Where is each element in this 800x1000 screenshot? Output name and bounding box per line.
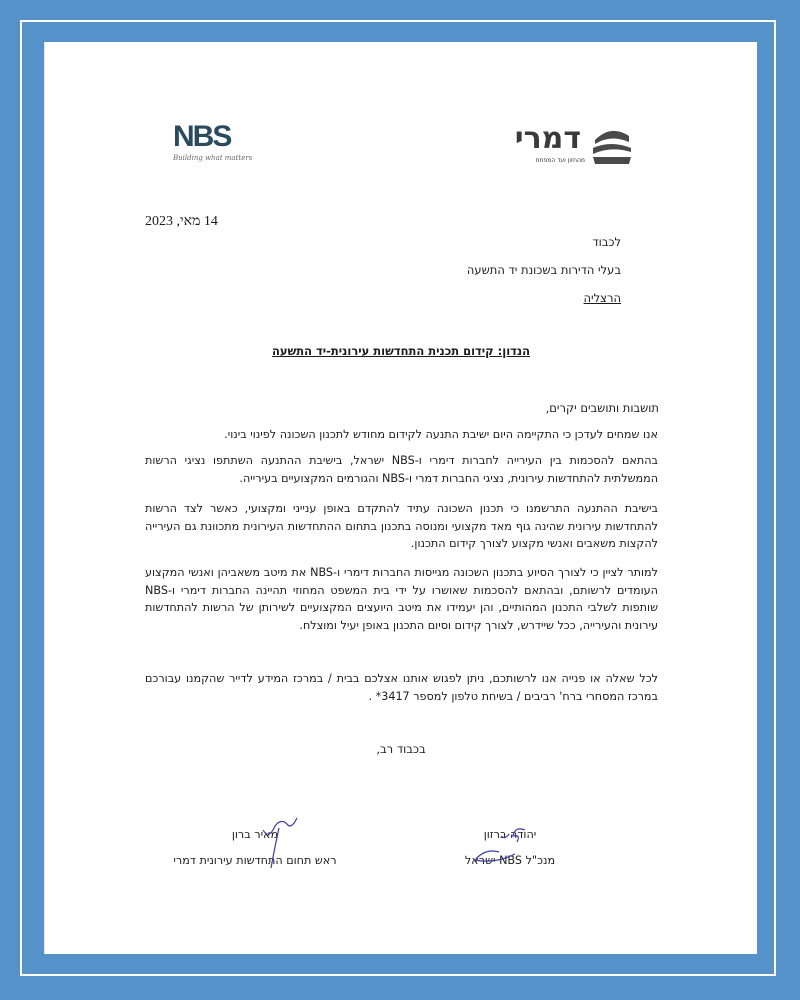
letter-closing: בכבוד רב, bbox=[376, 742, 426, 756]
signature-nbs bbox=[465, 824, 535, 874]
damri-logo-icon bbox=[591, 126, 633, 166]
letter-document bbox=[45, 42, 757, 954]
paragraph-4: למותר לציין כי לצורך הסיוע בתכנון השכונה מגייסות החברות דימרי ו-NBS את מיטב משאביהן ואנשי המקצוע העומדים לרשותם, ובהתאם להסכמות שאושרו על ידי בית המשפט המחוזי תהיינה החברות דימרי ו-NBS שותפות לשלבי התכנון המהותיים, והן יעמידו את מיטב היועצים המקצועיים לשירותן של הרשות להתחדשות עירונית והעירייה, ככל שיידרש, לצורך קידום וסיום התכנון באופן יעיל ומוצלח. bbox=[145, 566, 658, 632]
salutation-to: לכבוד bbox=[592, 235, 621, 249]
nbs-logo bbox=[173, 120, 253, 172]
nbs-logo-mark: NBS bbox=[173, 120, 231, 153]
paragraph-1: אנו שמחים לעדכן כי התקיימה היום ישיבת התנעה לקידום מחודש לתכנון השכונה לפינוי בינוי. bbox=[224, 428, 658, 441]
recipient: בעלי הדירות בשכונת יד התשעה bbox=[466, 263, 621, 277]
paragraph-2: בהתאם להסכמות בין העירייה לחברות דימרי ו-NBS ישראל, בישיבת ההתנעה השתתפו נציגי הרשות הממשלתית להתחדשות עירונית, נציגי החברות דמרי ו-NBS והגורמים המקצועיים בעירייה. bbox=[145, 454, 658, 485]
nbs-logo-tagline: Building what matters bbox=[173, 154, 253, 162]
signatory-title: ראש תחום התחדשות עירונית דמרי bbox=[173, 854, 337, 867]
signatory-name: מאיר ברון bbox=[231, 828, 279, 841]
letter-greeting: תושבות ותושבים יקרים, bbox=[545, 401, 659, 415]
signature-damri bbox=[257, 814, 317, 874]
damri-logo-tagline: מהחזון ועד המפתח bbox=[535, 157, 585, 164]
damri-logo bbox=[513, 121, 633, 170]
recipient-city: הרצליה bbox=[583, 291, 621, 305]
letter-subject: הנדון: קידום תכנית התחדשות עירונית-יד התשעה bbox=[271, 344, 531, 358]
signatory-title: מנכ"ל NBS ישראל bbox=[464, 854, 556, 867]
signatory-name: יהודה ברזון bbox=[483, 828, 537, 841]
damri-logo-name: דמרי bbox=[514, 121, 581, 156]
paragraph-5: לכל שאלה או פנייה אנו לרשותכם, ניתן לפגוש אותנו אצלכם בבית / במרכז המידע לדייר שהקמנו עבורכם במרכז המסחרי ברח' רביבים / בשיחת טלפון למספר 3417* . bbox=[145, 672, 658, 703]
letter-date: 14 מאי, 2023 bbox=[145, 214, 218, 229]
paragraph-3: בישיבת ההתנעה התרשמנו כי תכנון השכונה עתיד להתקדם באופן ענייני ומקצועי, כאשר לצד הרשות להתחדשות עירונית שהינה גוף מאד מקצועי ומנוסה בתכנון בתחום ההתחדשות העירונית מתכוונת גם העירייה להקצות משאבים ואנשי מקצוע לצורך קידום התכנון. bbox=[145, 502, 658, 550]
signatory-damri bbox=[155, 822, 355, 874]
letter-page bbox=[44, 42, 757, 954]
